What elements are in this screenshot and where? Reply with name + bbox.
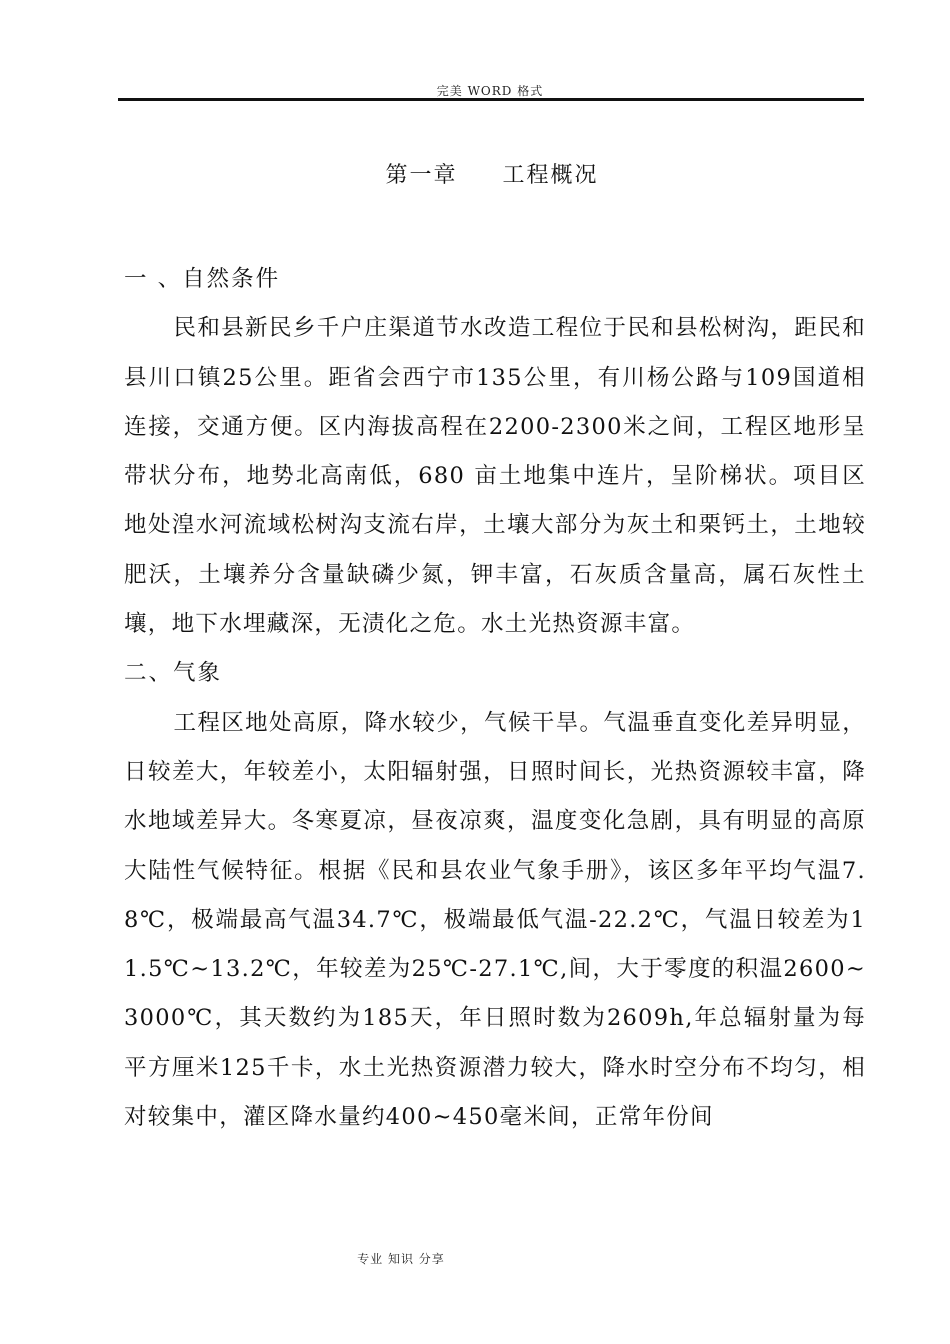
section-paragraph-natural-conditions: 民和县新民乡千户庄渠道节水改造工程位于民和县松树沟，距民和县川口镇25公里。距省会西宁市135公里，有川杨公路与109国道相连接，交通方便。区内海拔高程在2200-2300米之间，工程区地形呈带状分布，地势北高南低，680 亩土地集中连片，呈阶梯状。项目区地处湟水河流域松树沟支流右岸，土壤大部分为灰土和栗钙土，土地较肥沃，土壤养分含量缺磷少氮，钾丰富，石灰质含量高，属石灰性土壤，地下水埋藏深，无渍化之危。水土光热资源丰富。 (124, 315, 866, 638)
section-paragraph-meteorology: 工程区地处高原，降水较少，气候干旱。气温垂直变化差异明显，日较差大，年较差小，太阳辐射强，日照时间长，光热资源较丰富，降水地域差异大。冬寒夏凉，昼夜凉爽，温度变化急剧，具有明显的高原大陆性气候特征。根据《民和县农业气象手册》，该区多年平均气温7.8℃，极端最高气温34.7℃，极端最低气温-22.2℃，气温日较差为11.5℃~13.2℃，年较差为25℃-27.1℃,间，大于零度的积温2600~3000℃，其天数约为185天，年日照时数为2609h,年总辐射量为每平方厘米125千卡，水土光热资源潜力较大，降水时空分布不均匀，相对较集中，灌区降水量约400~450毫米间，正常年份间 (124, 709, 866, 1131)
page-footer: 专业 知识 分享 (357, 1252, 445, 1266)
header-divider (118, 98, 864, 101)
page-header: 完美 WORD 格式 (436, 84, 544, 98)
section-heading-meteorology: 二、气象 (124, 660, 223, 687)
section-heading-natural-conditions: 一 、自然条件 (124, 266, 281, 292)
chapter-title: 第一章 工程概况 (385, 163, 599, 188)
document-body (124, 255, 866, 1142)
